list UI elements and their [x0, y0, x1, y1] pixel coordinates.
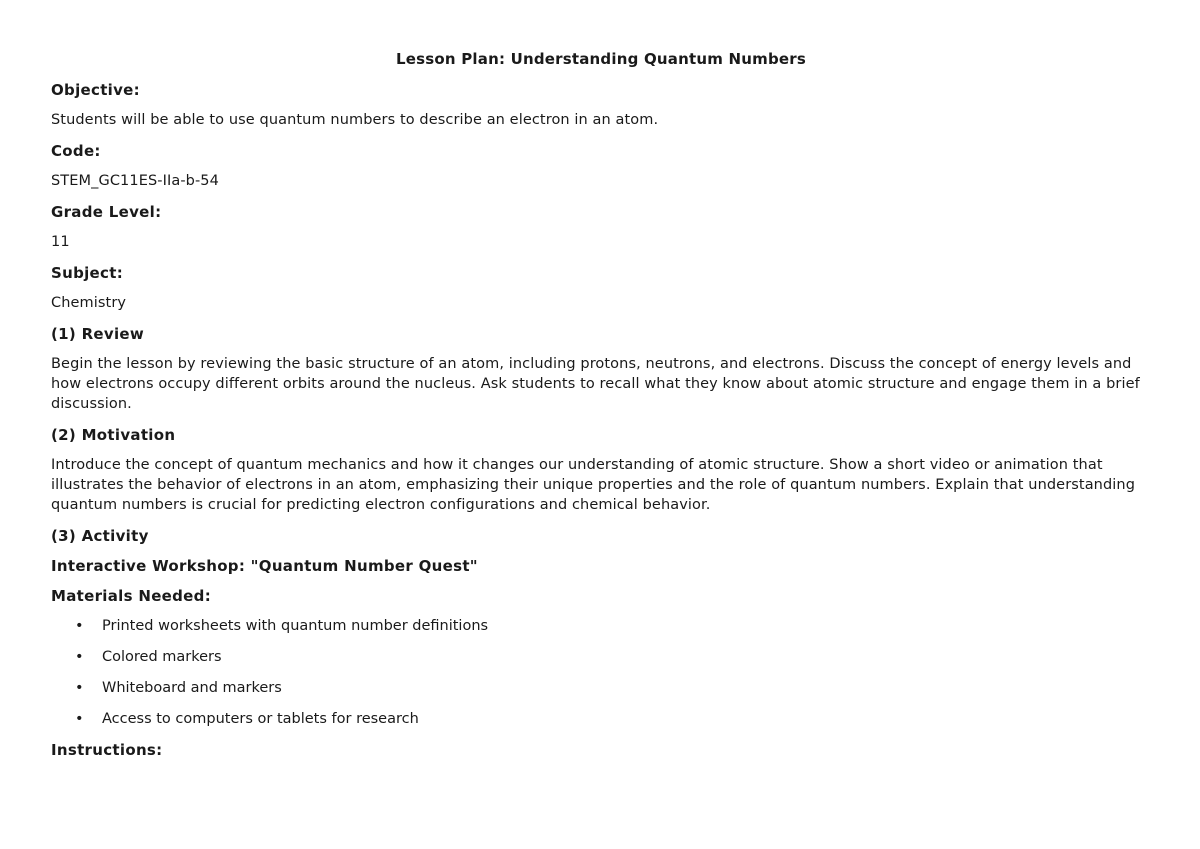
activity-heading: (3) Activity [51, 527, 149, 545]
objective-text: Students will be able to use quantum numbers to describe an electron in an atom. [51, 112, 659, 128]
bullet-icon: • [75, 649, 84, 665]
list-item-text: Colored markers [102, 649, 222, 665]
code-heading: Code: [51, 142, 101, 160]
subject-heading: Subject: [51, 264, 123, 282]
materials-heading: Materials Needed: [51, 587, 211, 605]
page-title: Lesson Plan: Understanding Quantum Numbers [396, 50, 806, 68]
list-item [51, 678, 1151, 698]
bullet-icon: • [75, 680, 84, 696]
list-item-text: Whiteboard and markers [102, 680, 282, 696]
list-item [51, 709, 1151, 729]
list-item [51, 647, 1151, 667]
document-page [51, 50, 1151, 770]
materials-list [51, 616, 1151, 729]
list-item [51, 616, 1151, 636]
instructions-heading: Instructions: [51, 741, 163, 759]
grade-level-text: 11 [51, 234, 70, 250]
code-text: STEM_GC11ES-IIa-b-54 [51, 173, 219, 189]
subject-text: Chemistry [51, 295, 127, 311]
motivation-heading: (2) Motivation [51, 426, 176, 444]
review-heading: (1) Review [51, 325, 145, 343]
objective-heading: Objective: [51, 81, 140, 99]
workshop-heading: Interactive Workshop: "Quantum Number Quest" [51, 557, 478, 575]
grade-level-heading: Grade Level: [51, 203, 162, 221]
bullet-icon: • [75, 711, 84, 727]
list-item-text: Access to computers or tablets for research [102, 711, 419, 727]
bullet-icon: • [75, 618, 84, 634]
list-item-text: Printed worksheets with quantum number definitions [102, 618, 489, 634]
motivation-text: Introduce the concept of quantum mechanics and how it changes our understanding of atomic structure. Show a short video or animation that illustrates the behavior of electrons in an atom, emphasizing their unique properties and the role of quantum numbers. Explain that understanding quantum numbers is crucial for predicting electron configurations and chemical behavior. [51, 457, 1135, 513]
review-text: Begin the lesson by reviewing the basic structure of an atom, including protons, neutrons, and electrons. Discuss the concept of energy levels and how electrons occupy different orbits around the nucleus. Ask students to recall what they know about atomic structure and engage them in a brief discussion. [51, 356, 1140, 412]
